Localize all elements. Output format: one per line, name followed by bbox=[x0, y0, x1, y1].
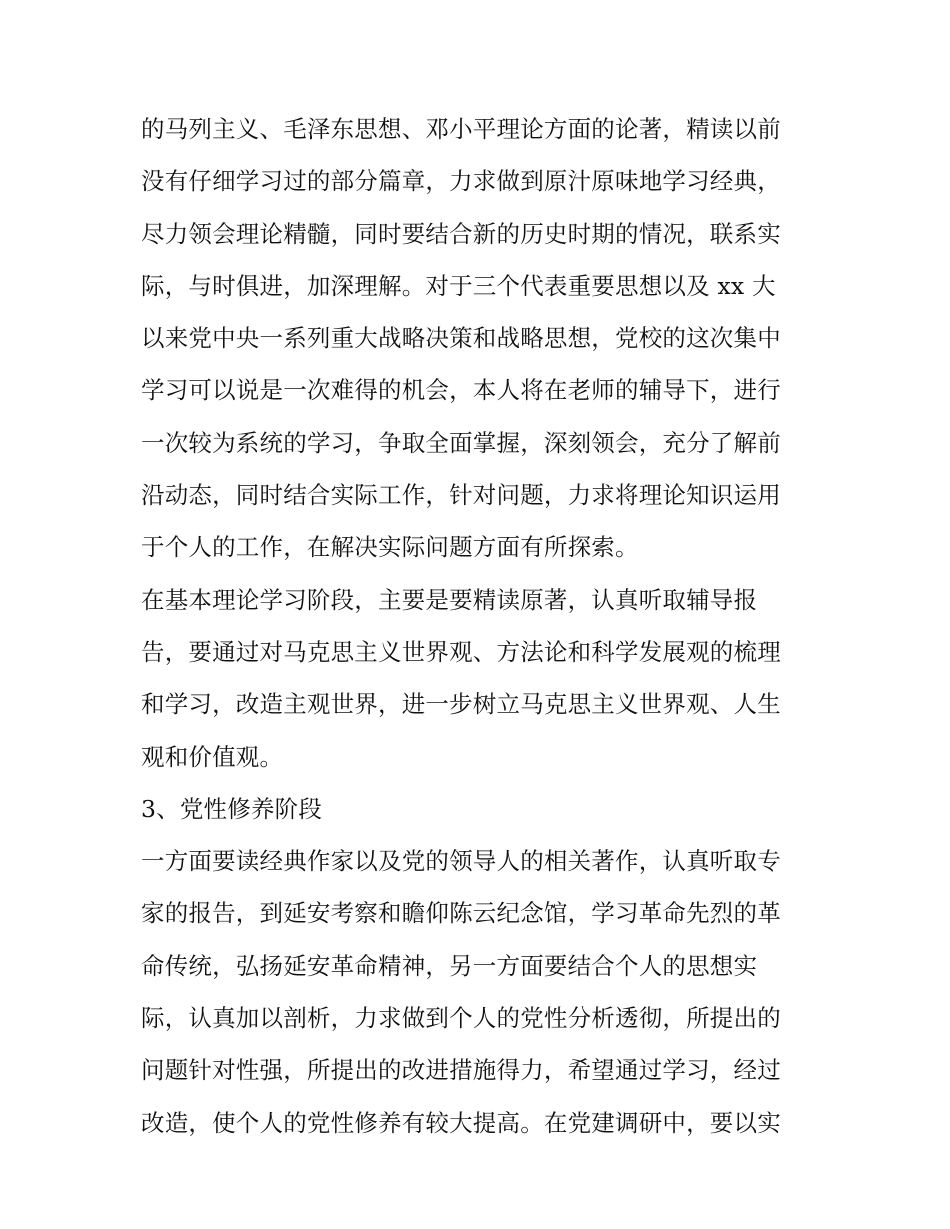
text-line: 命传统，弘扬延安革命精神，另一方面要结合个人的思想实 bbox=[141, 951, 758, 980]
body-text bbox=[141, 103, 821, 1149]
text-line: 一次较为系统的学习，争取全面掌握，深刻领会，充分了解前 bbox=[141, 428, 781, 457]
text-line: 尽力领会理论精髓，同时要结合新的历史时期的情况，联系实 bbox=[141, 219, 781, 248]
text-line: 于个人的工作，在解决实际问题方面有所探索。 bbox=[141, 533, 639, 562]
text-line: 改造，使个人的党性修养有较大提高。在党建调研中，要以实 bbox=[141, 1108, 781, 1137]
text-line: 和学习，改造主观世界，进一步树立马克思主义世界观、人生 bbox=[141, 690, 781, 719]
text-line: 没有仔细学习过的部分篇章，力求做到原汁原味地学习经典， bbox=[141, 167, 781, 196]
text-line: 以来党中央一系列重大战略决策和战略思想，党校的这次集中 bbox=[141, 324, 781, 353]
text-line: 际，与时俱进，加深理解。对于三个代表重要思想以及 xx 大 bbox=[141, 271, 776, 300]
text-line: 的马列主义、毛泽东思想、邓小平理论方面的论著，精读以前 bbox=[141, 115, 781, 143]
text-line: 问题针对性强，所提出的改进措施得力，希望通过学习，经过 bbox=[141, 1056, 781, 1085]
text-line: 际，认真加以剖析，力求做到个人的党性分析透彻，所提出的 bbox=[141, 1004, 781, 1033]
text-line: 告，要通过对马克思主义世界观、方法论和科学发展观的梳理 bbox=[141, 637, 781, 666]
text-line: 观和价值观。 bbox=[141, 742, 284, 771]
text-line: 沿动态，同时结合实际工作，针对问题，力求将理论知识运用 bbox=[141, 481, 781, 510]
text-line: 学习可以说是一次难得的机会，本人将在老师的辅导下，进行 bbox=[141, 376, 781, 405]
section-heading: 3、党性修养阶段 bbox=[141, 794, 323, 823]
text-line: 在基本理论学习阶段，主要是要精读原著，认真听取辅导报 bbox=[141, 585, 758, 614]
text-line: 一方面要读经典作家以及党的领导人的相关著作，认真听取专 bbox=[141, 847, 781, 876]
text-line: 家的报告，到延安考察和瞻仰陈云纪念馆，学习革命先烈的革 bbox=[141, 899, 781, 928]
